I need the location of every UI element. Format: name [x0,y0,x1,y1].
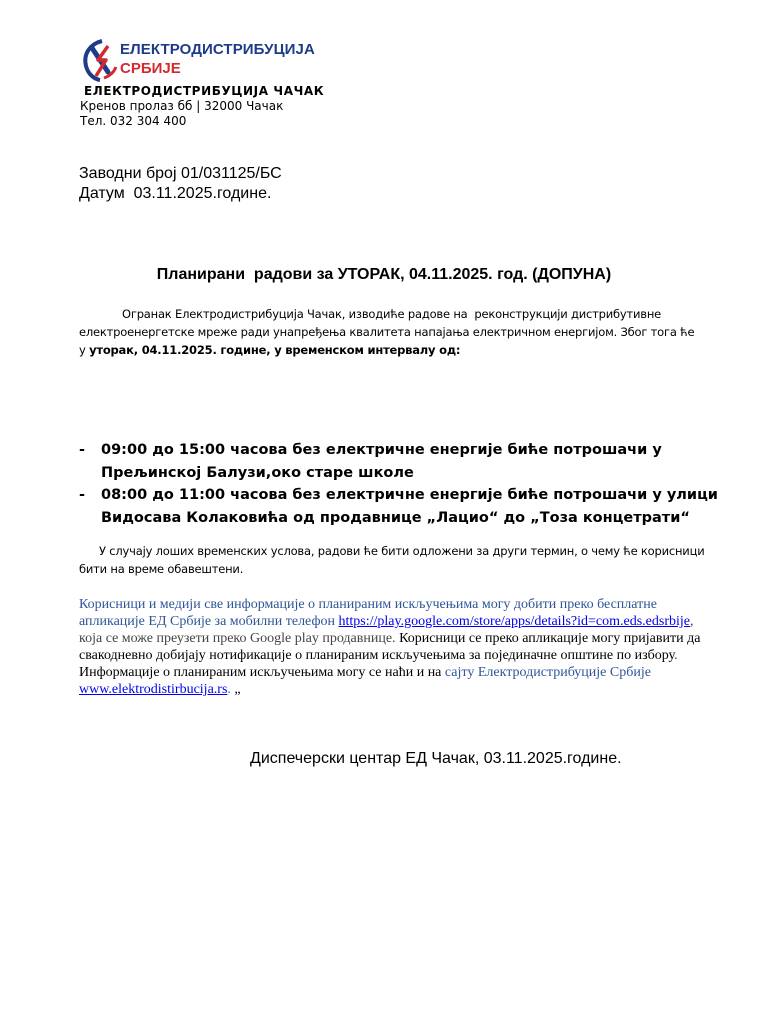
website-link[interactable]: www.elektrodistirbucija.rs [79,682,228,697]
info-text-1: Корисници и медији све информације о планираним искључењима могу добити преко бесплатне апликације ЕД Србије за мобилни телефон [79,597,657,629]
closing-quote: „ [234,682,241,697]
intro-paragraph [79,305,701,359]
play-store-link[interactable]: https://play.google.com/store/apps/details?id=com.eds.edsrbije [338,614,690,629]
list-marker: - [79,487,86,503]
info-text-5: Информације о планираним искључењима могу се наћи и на [79,665,445,680]
outage-text: 09:00 до 15:00 часова без електричне енергије биће потрошачи у Прељинској Балузи,око старе школе [101,442,662,481]
list-item [79,484,719,529]
info-text-6: сајту Електродистрибуције Србије [444,665,651,680]
signature-line: Диспечерски центар ЕД Чачак, 03.11.2025.године. [250,750,622,767]
address-line: Кренов пролаз бб | 32000 Чачак [80,99,284,113]
branch-name: ЕЛЕКТРОДИСТРИБУЦИЈА ЧАЧАК [84,84,325,98]
logo-text-line1: ЕЛЕКТРОДИСТРИБУЦИЈА [120,41,315,58]
intro-text: Огранак Електродистрибуција Чачак, изводиће радове на реконструкцији дистрибутивне електроенергетске мреже ради унапређења квалитета напајања електричном енергијом. Због тога ће у [79,307,698,357]
document-title: Планирани радови за УТОРАК, 04.11.2025. год. (ДОПУНА) [156,266,612,283]
list-item [79,439,719,484]
contact-block [80,99,283,129]
weather-note-text: У случају лоших временских услова, радови ће бити одложени за други термин, о чему ће корисници бити на време обавештени. [79,544,705,576]
list-marker: - [79,442,86,458]
company-logo-icon [80,38,120,84]
weather-note [79,542,709,578]
reference-number: Заводни број 01/031125/БС [79,165,282,182]
reference-block [79,164,282,204]
intro-bold-text: уторак, 04.11.2025. године, у временском интервалу од: [89,343,461,357]
outage-text: 08:00 до 11:00 часова без електричне енергије биће потрошачи у улици Видосава Колаковића од продавнице „Лацио“ до „Тоза концетрати“ [101,487,718,526]
info-paragraph [79,596,711,698]
reference-date: Датум 03.11.2025.године. [79,185,272,202]
info-text-7: . [227,682,235,697]
logo-text-line2: СРБИЈЕ [120,60,181,77]
info-text-2: , која се може преузети преко Google play продавнице. [79,614,694,646]
phone-line: Тел. 032 304 400 [80,114,187,128]
outage-list [79,439,719,529]
info-text-4: . [674,648,678,663]
info-text-3: Корисници се преко апликације могу пријавити да свакодневно добијају нотификације о планираним искључењима за појединачне општине по избору [79,631,701,663]
